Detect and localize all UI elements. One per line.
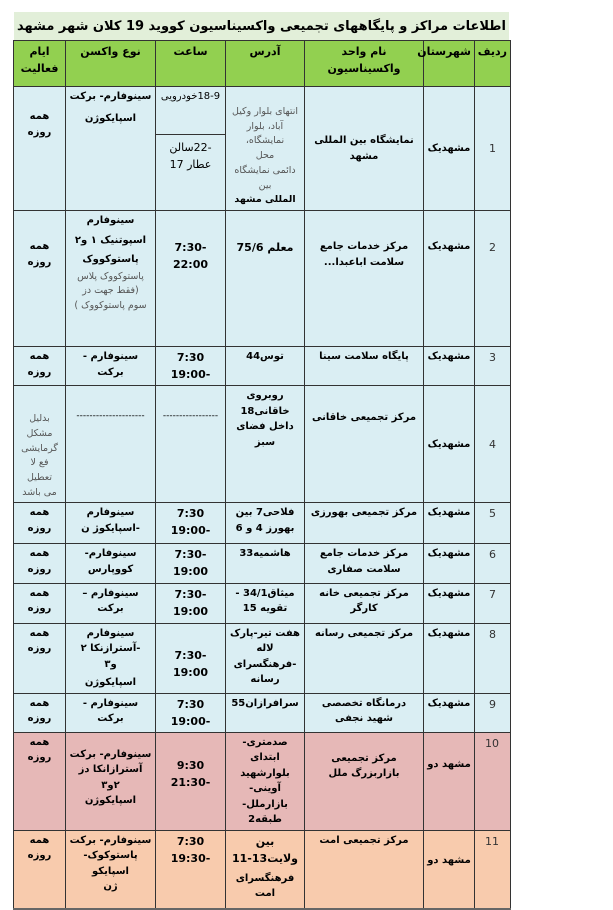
cell-row-no: 6 <box>475 544 511 583</box>
cell-vaccine: سینوفارم - برکت <box>66 693 156 732</box>
cell-unit-name: مرکز تجمیعی رسانه <box>305 623 424 693</box>
cell-address <box>226 87 305 211</box>
cell-city: مشهد دو <box>424 830 475 909</box>
address-line: انتهای بلوار وکیل <box>232 106 298 117</box>
page-title: اطلاعات مراکز و پایگاههای تجمیعی واکسیناسیون کووید 19 کلان شهر مشهد <box>14 12 509 40</box>
table-row <box>14 693 511 732</box>
cell-address: معلم 75/6 <box>226 211 305 347</box>
address-line: بازارملل-طبقه2 <box>242 798 288 826</box>
vaccine-line: سینوفارم- برکت <box>69 748 152 760</box>
cell-active-days: همه روزه <box>14 347 66 386</box>
table-row <box>14 732 511 830</box>
cell-row-no: 4 <box>475 386 511 503</box>
table-row <box>14 623 511 693</box>
vaccine-line: سینوفارم <box>86 215 135 227</box>
header-active-days: ایام فعالیت <box>14 41 66 87</box>
cell-hours: 7:30 -19:30 <box>156 830 226 909</box>
table-row <box>14 503 511 544</box>
vaccine-line: آسترازانکا دز ۲و۳ <box>78 764 143 791</box>
vaccine-line: سینوفارم- برکت <box>69 91 152 102</box>
cell-vaccine <box>66 211 156 347</box>
cell-active-days: همه روزه <box>14 693 66 732</box>
cell-active-days: همه روزه <box>14 830 66 909</box>
address-line: بین ولایت13-11 <box>231 834 298 865</box>
cell-city: مشهدیک <box>424 693 475 732</box>
vaccine-line: اسپایکوژن <box>84 677 137 689</box>
address-line: فرهنگسرای امت <box>235 872 295 900</box>
cell-unit-name: درمانگاه تخصصی شهید نجفی <box>305 693 424 732</box>
vaccine-line: اسپایکوژن <box>84 112 137 124</box>
cell-unit-name: مرکز تجمیعی بهورزی <box>305 503 424 544</box>
cell-city: مشهدیک <box>424 583 475 623</box>
address-line: صدمتری-ابتدای <box>242 736 288 764</box>
vaccine-line: ژن <box>103 881 118 893</box>
cell-unit-name: مرکز خدمات جامع سلامت صفاری <box>305 544 424 583</box>
address-line: آباد، بلوار نمایشگاه، <box>245 120 285 147</box>
vaccine-line: اسپوتنیک ۱ و۲ <box>74 234 147 246</box>
cell-hours: 7:30 -19:00 <box>156 347 226 386</box>
vaccine-line: اسپایکوژن <box>84 795 137 807</box>
cell-unit-name: مرکز خدمات جامع سلامت اباعبدا... <box>305 211 424 347</box>
table-row <box>14 347 511 386</box>
cell-row-no: 9 <box>475 693 511 732</box>
hours-hall: -22سالن عطار 17 <box>169 141 212 172</box>
table-row <box>14 386 511 503</box>
cell-active-days: همه روزه <box>14 503 66 544</box>
cell-row-no: 1 <box>475 87 511 211</box>
cell-vaccine: سینوفارم - برکت <box>66 347 156 386</box>
address-line: بلوارشهید آوینی- <box>240 767 290 795</box>
cell-row-no: 8 <box>475 623 511 693</box>
cell-unit-name: پایگاه سلامت سینا <box>305 347 424 386</box>
cell-vaccine: سینوفارم -اسپایکوژ ن <box>66 503 156 544</box>
cell-address: فلاحی7 بین بهورز 4 و 6 <box>226 503 305 544</box>
cell-city: مشهدیک <box>424 211 475 347</box>
table-row <box>14 211 511 347</box>
vaccine-line: و۳ <box>104 658 117 670</box>
cell-active-days: همه روزه <box>14 87 66 211</box>
cell-hours: 7:30-19:00 <box>156 583 226 623</box>
header-row-no: ردیف <box>475 41 511 87</box>
cell-address <box>226 386 305 503</box>
cell-city: مشهدیک <box>424 544 475 583</box>
cell-vaccine: --------------------- <box>66 386 156 503</box>
cell-active-days: همه روزه <box>14 732 66 830</box>
cell-city: مشهدیک <box>424 386 475 503</box>
cell-active-days: همه روزه <box>14 211 66 347</box>
cell-address: سرافرازان55 <box>226 693 305 732</box>
cell-hours: ----------------- <box>156 386 226 503</box>
address-line: محل <box>255 150 275 162</box>
header-city: شهرستان <box>424 41 475 87</box>
cell-vaccine <box>66 732 156 830</box>
address-line: المللی مشهد <box>234 194 296 206</box>
cell-hours: 7:30-19:00 <box>156 544 226 583</box>
cell-city: مشهدیک <box>424 623 475 693</box>
cell-city: مشهد دو <box>424 732 475 830</box>
cell-unit-name: مرکز تجمیعی امت <box>305 830 424 909</box>
address-line: خاقانی18 <box>240 405 290 417</box>
cell-address: هاشمیه33 <box>226 544 305 583</box>
header-address: آدرس <box>226 41 305 87</box>
cell-hours: 7:30-19:00 <box>156 623 226 693</box>
cell-address: میثاق34/1 - تقویه 15 <box>226 583 305 623</box>
cell-unit-name: مرکز تجمیعی خانه کارگر <box>305 583 424 623</box>
header-hours: ساعت <box>156 41 226 87</box>
cell-hours: 7:30 -19:00 <box>156 693 226 732</box>
cell-address: توس44 <box>226 347 305 386</box>
cell-address: هفت تیر-پارک لاله -فرهنگسرای رسانه <box>226 623 305 693</box>
table-row <box>14 830 511 909</box>
table-row <box>14 583 511 623</box>
vaccine-line: پاستوکوک-اسپایکو <box>83 850 138 877</box>
table-header-row <box>14 41 511 87</box>
cell-row-no: 5 <box>475 503 511 544</box>
cell-vaccine <box>66 87 156 211</box>
cell-hours: 9:30 -21:30 <box>156 732 226 830</box>
cell-vaccine <box>66 623 156 693</box>
cell-address <box>226 830 305 909</box>
cell-vaccine: سینوفارم- کووپارس <box>66 544 156 583</box>
address-line: داخل فضای سبز <box>236 421 294 448</box>
cell-hours: 7:30 -19:00 <box>156 503 226 544</box>
cell-active-days: همه روزه <box>14 583 66 623</box>
address-line: دائمی نمایشگاه بین <box>234 164 296 191</box>
vaccine-note: پاستوکووک پلاس (فقط جهت دز سوم پاستوکووک ) <box>74 270 147 311</box>
cell-address <box>226 732 305 830</box>
cell-active-days: همه روزه <box>14 544 66 583</box>
cell-vaccine <box>66 830 156 909</box>
cell-city: مشهدیک <box>424 347 475 386</box>
cell-hours <box>156 87 226 211</box>
vaccine-line: سینوفارم- برکت <box>69 834 152 846</box>
address-line: روبروی <box>246 390 284 402</box>
cell-row-no: 7 <box>475 583 511 623</box>
cell-city: مشهدیک <box>424 503 475 544</box>
cell-unit-name: مرکز تجمیعی بازاربزرگ ملل <box>305 732 424 830</box>
cell-row-no: 3 <box>475 347 511 386</box>
table-row <box>14 544 511 583</box>
vaccine-line: پاستوکووک <box>82 254 139 266</box>
cell-row-no: 11 <box>475 830 511 909</box>
vaccine-line: سینوفارم -آسترازنکا ۲ <box>80 627 141 655</box>
header-vaccine-type: نوع واکسن <box>66 41 156 87</box>
cell-active-days: همه روزه <box>14 623 66 693</box>
cell-unit-name: نمایشگاه بین المللی مشهد <box>305 87 424 211</box>
cell-unit-name: مرکز تجمیعی خاقانی <box>305 386 424 503</box>
header-unit-name: نام واحد واکسیناسیون <box>305 41 424 87</box>
cell-hours: 7:30-22:00 <box>156 211 226 347</box>
cell-active-days: بدلیل مشکل گرمایشی فع لا تعطیل می باشد <box>14 386 66 503</box>
hours-vehicle: 18-9خودرویی <box>156 87 225 135</box>
cell-city: مشهدیک <box>424 87 475 211</box>
cell-vaccine: سینوفارم – برکت <box>66 583 156 623</box>
table-row <box>14 87 511 211</box>
cell-row-no: 10 <box>475 732 511 830</box>
vaccination-centers-table <box>13 40 511 910</box>
cell-row-no: 2 <box>475 211 511 347</box>
